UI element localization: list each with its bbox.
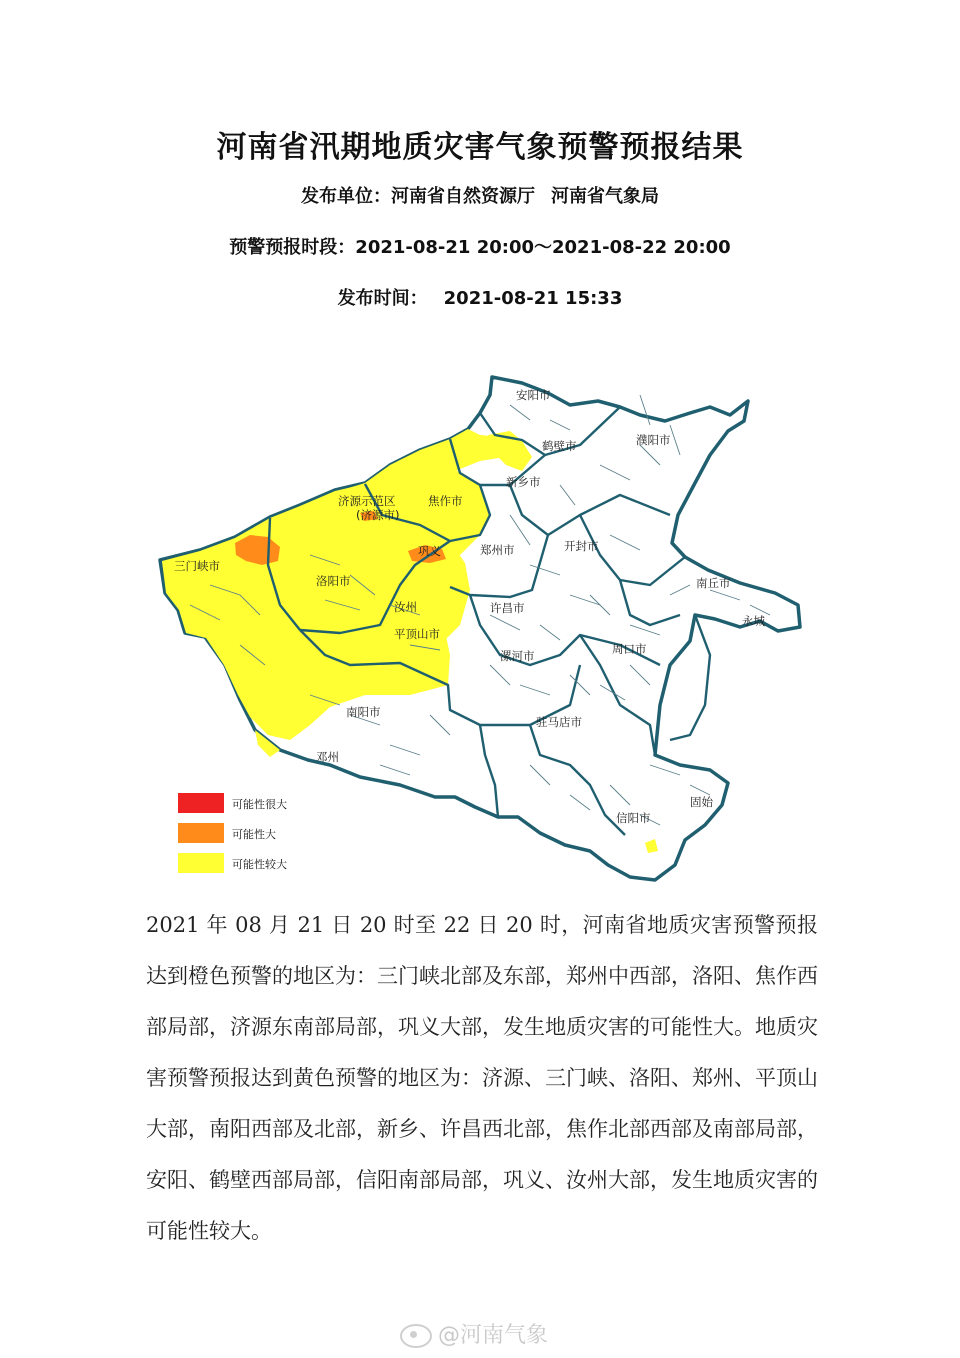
publish-time-value: 2021-08-21 15:33 — [443, 288, 623, 309]
watermark-text: @河南气象 — [438, 1323, 549, 1348]
legend-swatch — [178, 853, 224, 873]
city-label: 南丘市 — [696, 576, 731, 590]
issuer-org2: 河南省气象局 — [551, 186, 659, 207]
city-label: 济源示范区 — [338, 494, 396, 508]
publish-time-line — [0, 284, 960, 310]
city-label: 邓州 — [316, 750, 339, 764]
city-label: 焦作市 — [428, 494, 463, 508]
issuer-org1: 河南省自然资源厅 — [391, 186, 535, 207]
city-label: 三门峡市 — [174, 559, 220, 573]
legend-label: 可能性大 — [232, 828, 276, 841]
city-label: 漯河市 — [500, 649, 535, 663]
city-label: (济源市) — [356, 508, 400, 522]
city-label: 周口市 — [612, 642, 647, 656]
issuer-label: 发布单位： — [301, 186, 391, 207]
legend-label: 可能性较大 — [232, 858, 287, 871]
warning-description: 2021 年 08 月 21 日 20 时至 22 日 20 时，河南省地质灾害预警预报达到橙色预警的地区为：三门峡北部及东部，郑州中西部，洛阳、焦作西部局部，济源东南部局部，巩义大部，发生地质灾害的可能性大。地质灾害预警预报达到黄色预警的地区为：济源、三门峡、洛阳、郑州、平顶山大部，南阳西部及北部，新乡、许昌西北部，焦作北部西部及南部局部，安阳、鹤壁西部局部，信阳南部局部，巩义、汝州大部，发生地质灾害的可能性较大。 — [146, 913, 818, 1243]
city-label: 洛阳市 — [316, 574, 351, 588]
weibo-icon — [400, 1324, 432, 1348]
city-label: 郑州市 — [480, 543, 515, 557]
legend-label: 可能性很大 — [232, 798, 287, 811]
city-label: 许昌市 — [490, 601, 525, 615]
legend-swatch — [178, 793, 224, 813]
city-label: 新乡市 — [506, 475, 541, 489]
city-label: 永城 — [742, 614, 765, 628]
city-label: 巩义 — [418, 544, 441, 558]
weibo-watermark — [400, 1318, 548, 1349]
city-label: 安阳市 — [516, 388, 551, 402]
city-label: 鹤壁市 — [542, 439, 577, 453]
city-label: 平顶山市 — [394, 627, 440, 641]
city-label: 信阳市 — [616, 811, 651, 825]
city-label: 开封市 — [564, 539, 599, 553]
period-line — [0, 233, 960, 259]
city-label: 濮阳市 — [636, 433, 671, 447]
publish-time-label: 发布时间： — [337, 288, 428, 309]
period-value: 2021-08-21 20:00～2021-08-22 20:00 — [355, 237, 731, 258]
legend-swatch — [178, 823, 224, 843]
city-label: 固始 — [690, 795, 713, 809]
page-title: 河南省汛期地质灾害气象预警预报结果 — [216, 130, 744, 165]
city-label: 汝州 — [394, 600, 417, 614]
period-label: 预警预报时段： — [229, 237, 356, 258]
issuer-line — [0, 182, 960, 208]
city-label: 驻马店市 — [536, 715, 582, 729]
city-label: 南阳市 — [346, 705, 381, 719]
